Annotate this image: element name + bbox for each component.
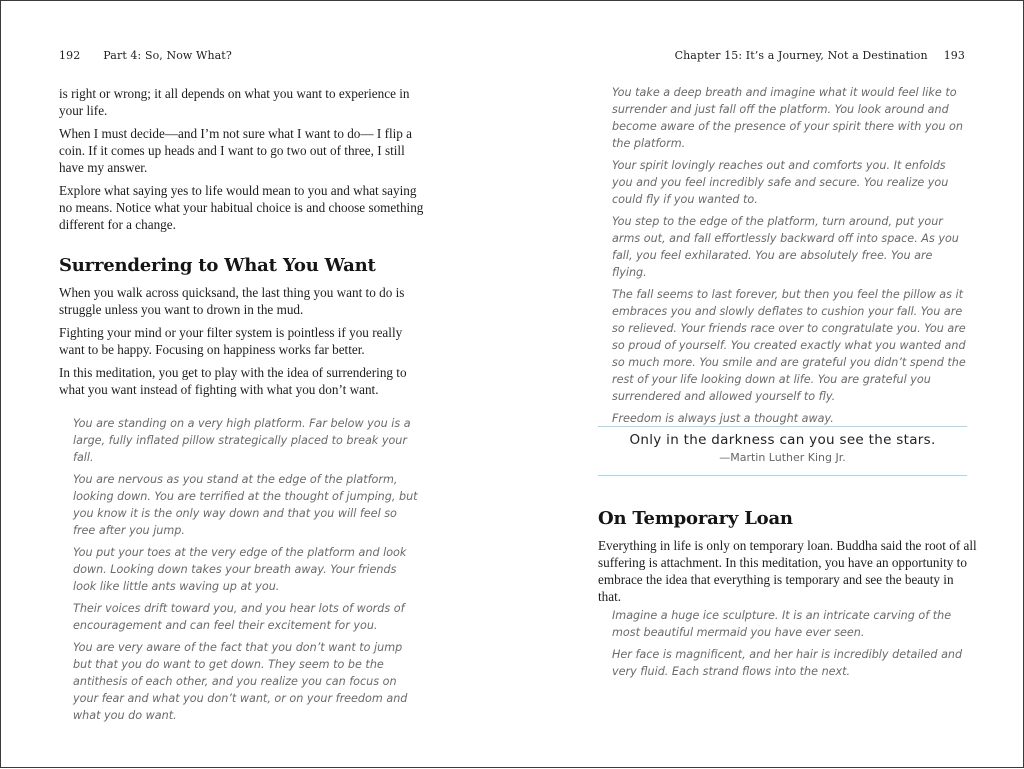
right-page bbox=[513, 1, 1024, 769]
meditation-block bbox=[73, 415, 418, 729]
meditation-paragraph: You are standing on a very high platform. Far below you is a large, fully inflated pillow strategically placed to break your fall. bbox=[73, 417, 411, 464]
right-section bbox=[598, 508, 978, 611]
meditation-paragraph: You are nervous as you stand at the edge of the platform, looking down. You are terrified at the thought of jumping, but you know it is the only way down and that you will feel so free after you jump. bbox=[73, 473, 418, 537]
quote-attribution: —Martin Luther King Jr. bbox=[719, 451, 846, 464]
meditation-paragraph: The fall seems to last forever, but then you feel the pillow as it embraces you and slowly deflates to cushion your fall. You are so relieved. Your friends race over to congratulate you. You are so proud of yourself. You created exactly what you wanted and so much more. You smile and are grateful you didn’t spend the rest of your life looking down at life. You are grateful you surrendered and allowed yourself to fly. bbox=[612, 288, 966, 403]
meditation-paragraph: You put your toes at the very edge of the platform and look down. Looking down takes your breath away. Your friends look like little ants waving up at you. bbox=[73, 546, 407, 593]
meditation-paragraph: Imagine a huge ice sculpture. It is an intricate carving of the most beautiful mermaid you have ever seen. bbox=[612, 609, 952, 639]
right-meditation-block bbox=[612, 84, 968, 432]
section-heading: Surrendering to What You Want bbox=[59, 255, 376, 276]
left-running-head bbox=[59, 49, 232, 62]
meditation-paragraph: Her face is magnificent, and her hair is incredibly detailed and very fluid. Each strand flows into the next. bbox=[612, 648, 963, 678]
part-title: Part 4: So, Now What? bbox=[103, 49, 232, 62]
meditation-paragraph: Your spirit lovingly reaches out and comforts you. It enfolds you and you feel incredibly safe and secure. You realize you could fly if you wanted to. bbox=[612, 159, 949, 206]
paragraph: Fighting your mind or your filter system is pointless if you really want to be happy. Focusing on happiness works far better. bbox=[59, 325, 403, 357]
pull-quote bbox=[598, 426, 967, 476]
section-heading: On Temporary Loan bbox=[598, 508, 793, 529]
paragraph: In this meditation, you get to play with the idea of surrendering to what you want instead of fighting with what you don’t want. bbox=[59, 365, 407, 397]
right-running-head bbox=[675, 49, 965, 62]
left-body bbox=[59, 85, 431, 404]
meditation-block bbox=[612, 607, 968, 685]
page-number: 193 bbox=[943, 49, 965, 62]
meditation-paragraph: You are very aware of the fact that you don’t want to jump but that you do want to get down. They seem to be the antithesis of each other, and you realize you can focus on your fear and what you don’t want, or on your freedom and what you do want. bbox=[73, 641, 408, 722]
paragraph: Everything in life is only on temporary loan. Buddha said the root of all suffering is attachment. In this meditation, you have an opportunity to embrace the idea that everything is temporary and see the beauty in that. bbox=[598, 538, 977, 604]
book-spread bbox=[1, 1, 1024, 769]
chapter-title: Chapter 15: It’s a Journey, Not a Destination bbox=[674, 49, 928, 62]
meditation-paragraph: You step to the edge of the platform, turn around, put your arms out, and fall effortlessly backward off into space. As you fall, you feel exhilarated. You are absolutely free. You are flying. bbox=[612, 215, 959, 279]
meditation-paragraph: Freedom is always just a thought away. bbox=[612, 412, 834, 425]
paragraph: When you walk across quicksand, the last thing you want to do is struggle unless you want to drown in the mud. bbox=[59, 285, 405, 317]
quote-text: Only in the darkness can you see the stars. bbox=[629, 432, 936, 448]
page-number: 192 bbox=[59, 49, 81, 62]
meditation-paragraph: Their voices drift toward you, and you hear lots of words of encouragement and can feel their excitement for you. bbox=[73, 602, 405, 632]
paragraph: When I must decide—and I’m not sure what I want to do— I flip a coin. If it comes up heads and I want to go two out of three, I still have my answer. bbox=[59, 126, 413, 175]
meditation-paragraph: You take a deep breath and imagine what it would feel like to surrender and just fall off the platform. You look around and become aware of the presence of your spirit there with you on the platform. bbox=[612, 86, 963, 150]
left-page bbox=[1, 1, 513, 769]
paragraph: Explore what saying yes to life would mean to you and what saying no means. Notice what your habitual choice is and choose something different for a change. bbox=[59, 183, 424, 232]
paragraph: is right or wrong; it all depends on what you want to experience in your life. bbox=[59, 86, 410, 118]
